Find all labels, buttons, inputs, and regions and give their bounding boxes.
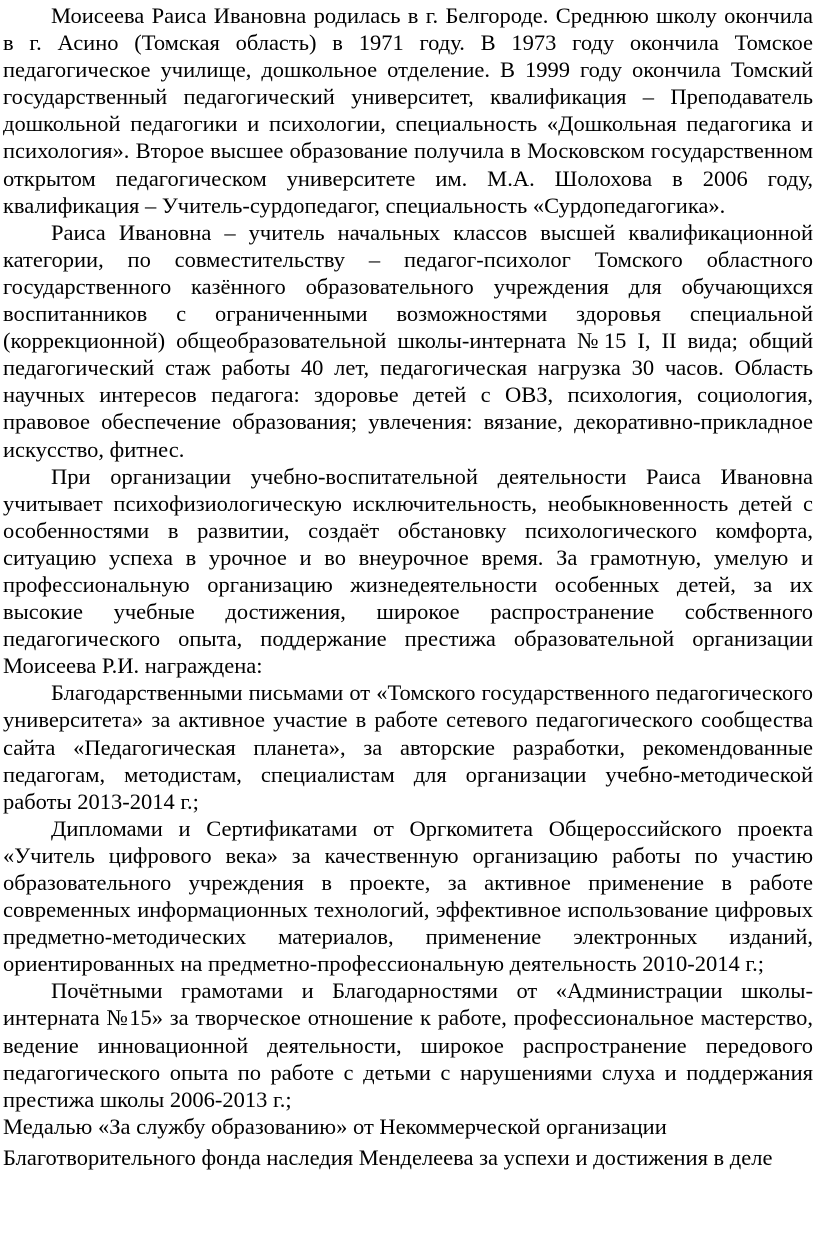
paragraph-award-diplomas: Дипломами и Сертификатами от Оргкомитета Общероссийского проекта «Учитель цифрового века» за качественную организацию работы по участию образовательного учреждения в проекте, за активное применение в работе современных информационных технологий, эффективное использование цифровых предметно-методических материалов, применение электронных изданий, ориентированных на предметно-профессиональную деятельность 2010-2014 г.;: [3, 815, 813, 977]
medal-line-1: Медалью «За службу образованию» от Некоммерческой организации: [3, 1113, 667, 1139]
paragraph-activity: При организации учебно-воспитательной деятельности Раиса Ивановна учитывает психофизиологическую исключительность, необыкновенность детей с особенностями в развитии, создаёт обстановку психологического комфорта, ситуацию успеха в урочное и во внеурочное время. За грамотную, умелую и профессиональную организацию жизнедеятельности особенных детей, за их высокие учебные достижения, широкое распространение собственного педагогического опыта, поддержание престижа образовательной организации Моисеева Р.И. награждена:: [3, 463, 813, 679]
paragraph-award-letters: Благодарственными письмами от «Томского государственного педагогического университета» за активное участие в работе сетевого педагогического сообщества сайта «Педагогическая планета», за авторские разработки, рекомендованные педагогам, методистам, специалистам для организации учебно-методической работы 2013-2014 г.;: [3, 680, 813, 814]
paragraph-award-certificates: Почётными грамотами и Благодарностями от «Администрации школы-интерната №15» за творческое отношение к работе, профессиональное мастерство, ведение инновационной деятельности, широкое распространение передового педагогического опыта по работе с детьми с нарушениями слуха и поддержания престижа школы 2006-2013 г.;: [3, 978, 813, 1112]
paragraph-position: Раиса Ивановна – учитель начальных классов высшей квалификационной категории, по совместительству – педагог-психолог Томского областного государственного казённого образовательного учреждения для обучающихся воспитанников с ограниченными возможностями здоровья специальной (коррекционной) общеобразовательной школы-интерната №15 I, II вида; общий педагогический стаж работы 40 лет, педагогическая нагрузка 30 часов. Область научных интересов педагога: здоровье детей с ОВЗ, психология, социология, правовое обеспечение образования; увлечения: вязание, декоративно-прикладное искусство, фитнес.: [3, 219, 813, 462]
paragraph-biography: Моисеева Раиса Ивановна родилась в г. Белгороде. Среднюю школу окончила в г. Асино (Томская область) в 1971 году. В 1973 году окончила Томское педагогическое училище, дошкольное отделение. В 1999 году окончила Томский государственный педагогический университет, квалификация – Преподаватель дошкольной педагогики и психологии, специальность «Дошкольная педагогика и психология». Второе высшее образование получила в Московском государственном открытом педагогическом университете им. М.А. Шолохова в 2006 году, квалификация – Учитель-сурдопедагог, специальность «Сурдопедагогика».: [3, 3, 813, 218]
medal-line-2: Благотворительного фонда наследия Менделеева за успехи и достижения в деле: [3, 1144, 773, 1170]
